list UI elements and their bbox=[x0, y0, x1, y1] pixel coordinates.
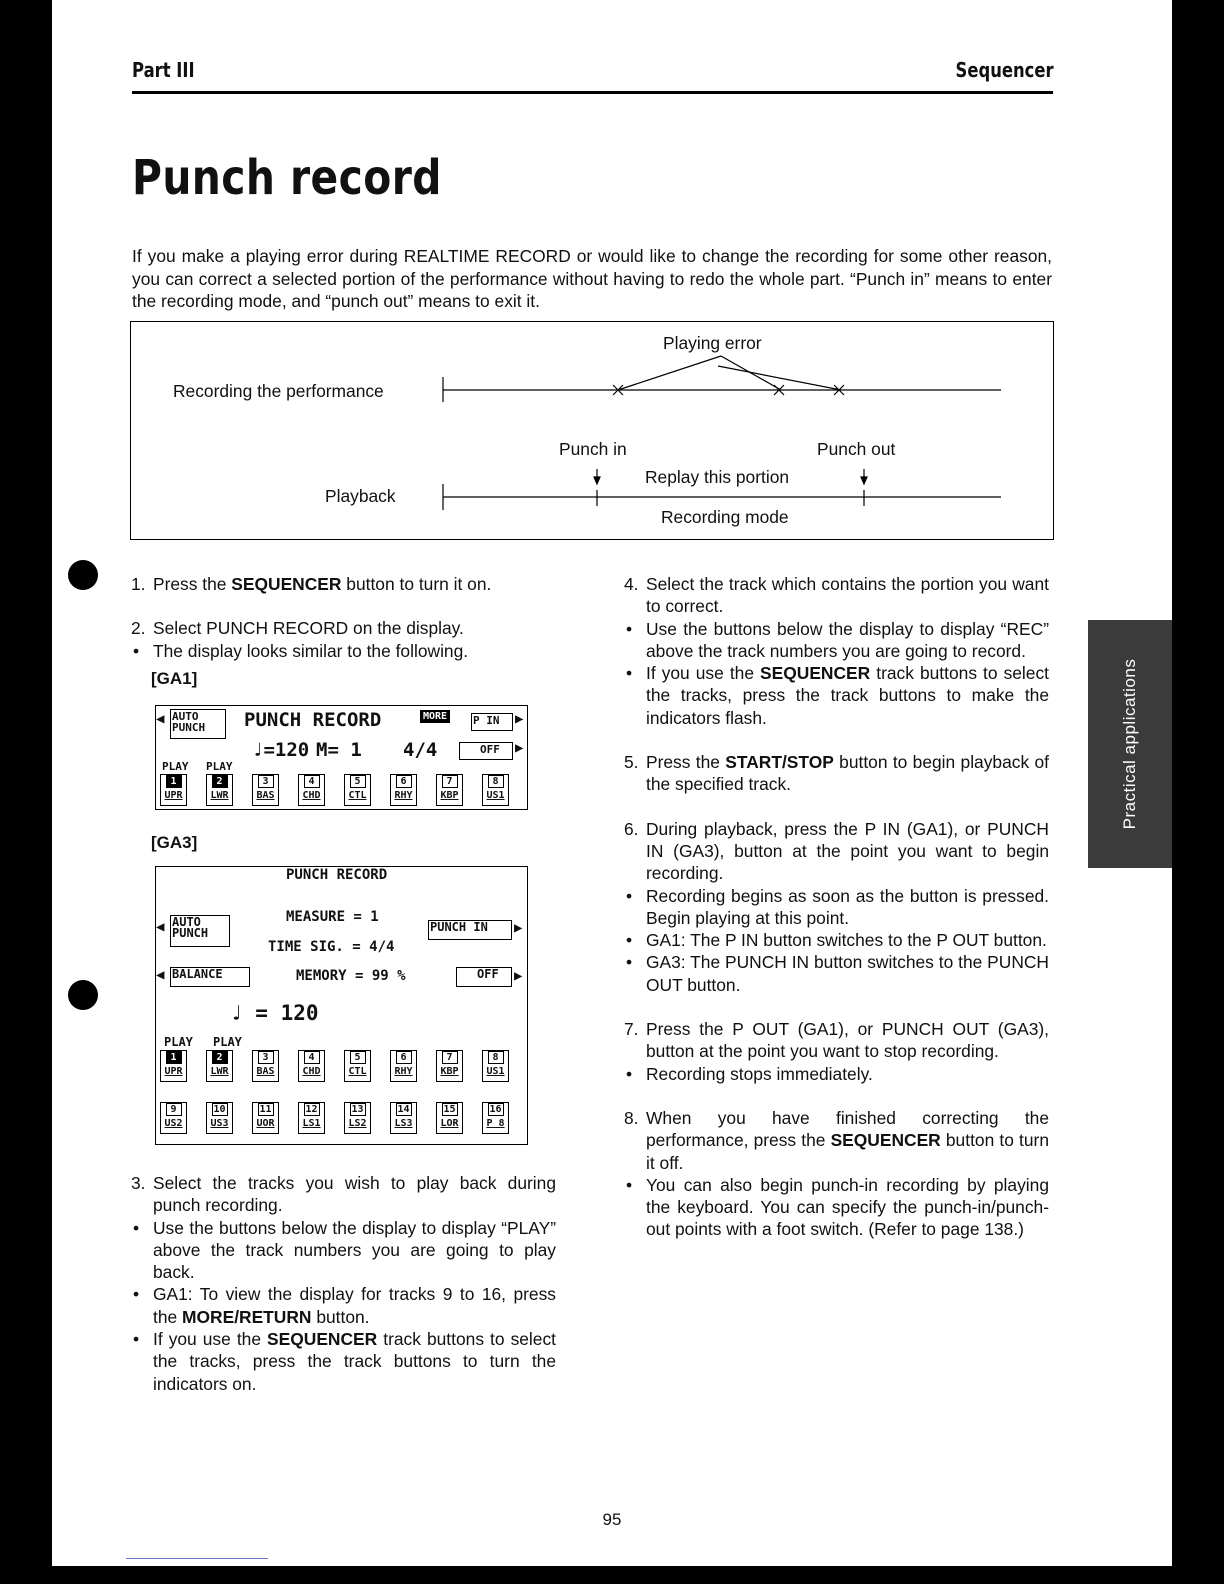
ga1-more-indicator: MORE bbox=[420, 710, 450, 723]
track-button[interactable] bbox=[252, 774, 279, 806]
track-name: UOR bbox=[256, 1118, 275, 1129]
page-title: Punch record bbox=[132, 150, 442, 206]
side-tab bbox=[1088, 620, 1172, 868]
ga3-left-arrow-icon-2: ◀ bbox=[156, 967, 165, 983]
track-number: 1 bbox=[166, 1051, 182, 1064]
ga3-off-button[interactable]: OFF bbox=[456, 967, 512, 987]
track-button[interactable] bbox=[482, 1050, 509, 1082]
ga3-balance-button[interactable]: BALANCE bbox=[170, 967, 250, 987]
step-3: 3. Select the tracks you wish to play back during punch recording. bbox=[131, 1173, 556, 1216]
track-button[interactable] bbox=[298, 774, 325, 806]
ga1-label: [GA1] bbox=[151, 668, 198, 688]
track-name: LWR bbox=[210, 1066, 229, 1077]
step-6-bullet-2: • GA1: The P IN button switches to the P OUT button. bbox=[624, 929, 1049, 951]
header-part: Part III bbox=[132, 58, 195, 82]
track-number: 6 bbox=[396, 1051, 412, 1064]
step-8-bullet-1: • You can also begin punch-in recording by playing the keyboard. You can specify the punch-in/punch-out points with a foot switch. (Refer to page 138.) bbox=[624, 1174, 1049, 1241]
track-number: 8 bbox=[488, 775, 504, 788]
left-column bbox=[131, 573, 556, 690]
ga3-tempo: ♩ = 120 bbox=[230, 1001, 319, 1025]
track-button[interactable] bbox=[482, 1102, 509, 1134]
track-button[interactable] bbox=[298, 1050, 325, 1082]
track-button[interactable] bbox=[390, 1050, 417, 1082]
track-button[interactable] bbox=[344, 1050, 371, 1082]
ga3-punch-in-button[interactable]: PUNCH IN bbox=[428, 920, 512, 940]
ga1-play-1: PLAY bbox=[162, 760, 189, 773]
step-8: 8. When you have finished correcting the performance, press the SEQUENCER button to turn it off. bbox=[624, 1107, 1049, 1173]
step-6-bullet-1: • Recording begins as soon as the button is pressed. Begin playing at this point. bbox=[624, 885, 1049, 930]
label-replay-portion: Replay this portion bbox=[645, 467, 790, 487]
ga1-tempo: ♩=120 bbox=[252, 739, 310, 761]
track-number: 7 bbox=[442, 775, 458, 788]
track-name: KBP bbox=[440, 790, 459, 801]
track-name: UPR bbox=[164, 790, 183, 801]
ga1-timesig: 4/4 bbox=[403, 739, 438, 761]
step-3-bullet-2: • GA1: To view the display for tracks 9 to 16, press the MORE/RETURN button. bbox=[131, 1283, 556, 1328]
track-name: P 8 bbox=[486, 1118, 505, 1129]
page-frame-left bbox=[0, 0, 52, 1584]
label-punch-in: Punch in bbox=[559, 439, 627, 459]
track-button[interactable] bbox=[252, 1102, 279, 1134]
step-4: 4. Select the track which contains the portion you want to correct. bbox=[624, 574, 1049, 617]
punch-diagram bbox=[130, 321, 1054, 540]
track-number: 7 bbox=[442, 1051, 458, 1064]
header-section: Sequencer bbox=[955, 58, 1054, 82]
ga3-memory: MEMORY = 99 % bbox=[296, 968, 406, 984]
track-name: LS2 bbox=[348, 1118, 367, 1129]
track-number: 14 bbox=[397, 1104, 410, 1115]
binder-hole-bottom bbox=[68, 980, 98, 1010]
bottom-link-line bbox=[126, 1558, 268, 1559]
ga1-display bbox=[155, 705, 528, 810]
ga1-title: PUNCH RECORD bbox=[244, 709, 382, 731]
track-button[interactable] bbox=[298, 1102, 325, 1134]
step-6-bullet-3: • GA3: The PUNCH IN button switches to the PUNCH OUT button. bbox=[624, 951, 1049, 996]
track-number: 3 bbox=[258, 1051, 274, 1064]
track-number: 12 bbox=[305, 1104, 318, 1115]
track-name: CTL bbox=[348, 790, 367, 801]
track-name: US1 bbox=[486, 1066, 505, 1077]
ga3-timesig: TIME SIG. = 4/4 bbox=[268, 939, 395, 955]
step-7: 7. Press the P OUT (GA1), or PUNCH OUT (GA3), button at the point you want to stop recording. bbox=[624, 1019, 1049, 1062]
track-name: UPR bbox=[164, 1066, 183, 1077]
step-4-bullet-1: • Use the buttons below the display to display “REC” above the track numbers you are going to record. bbox=[624, 618, 1049, 663]
ga1-right-arrow-icon-2: ▶ bbox=[515, 740, 524, 756]
track-number: 11 bbox=[259, 1104, 272, 1115]
track-button[interactable] bbox=[344, 1102, 371, 1134]
page-frame-right bbox=[1172, 0, 1224, 1584]
ga1-auto-punch-button[interactable]: AUTO PUNCH bbox=[170, 709, 226, 739]
label-recording-performance: Recording the performance bbox=[173, 381, 384, 401]
track-number: 13 bbox=[351, 1104, 364, 1115]
track-name: KBP bbox=[440, 1066, 459, 1077]
page-number: 95 bbox=[602, 1510, 622, 1529]
track-button[interactable] bbox=[252, 1050, 279, 1082]
step-2-bullet: • The display looks similar to the following. bbox=[131, 640, 556, 662]
track-name: LOR bbox=[440, 1118, 459, 1129]
step-6: 6. During playback, press the P IN (GA1), or PUNCH IN (GA3), button at the point you want to begin recording. bbox=[624, 818, 1049, 884]
track-number: 4 bbox=[304, 775, 320, 788]
step-4-bullet-2: • If you use the SEQUENCER track buttons to select the tracks, press the track buttons to make the indicators flash. bbox=[624, 662, 1049, 729]
track-button[interactable] bbox=[390, 774, 417, 806]
header-rule bbox=[132, 91, 1053, 94]
track-button[interactable] bbox=[206, 1102, 233, 1134]
ga3-auto-punch-button[interactable]: AUTO PUNCH bbox=[170, 915, 230, 947]
track-number: 2 bbox=[212, 1051, 228, 1064]
ga3-play-2: PLAY bbox=[213, 1035, 242, 1049]
ga1-play-2: PLAY bbox=[206, 760, 233, 773]
track-button[interactable] bbox=[436, 1050, 463, 1082]
step-7-bullet-1: • Recording stops immediately. bbox=[624, 1063, 1049, 1085]
track-number: 1 bbox=[166, 775, 182, 788]
track-name: US1 bbox=[486, 790, 505, 801]
track-number: 5 bbox=[350, 775, 366, 788]
track-name: LWR bbox=[210, 790, 229, 801]
step-1: 1. Press the SEQUENCER button to turn it on. bbox=[131, 574, 492, 594]
ga3-measure: MEASURE = 1 bbox=[286, 909, 379, 925]
step-3-bullet-1: • Use the buttons below the display to display “PLAY” above the track numbers you are going to play back. bbox=[131, 1217, 556, 1284]
ga1-left-arrow-icon: ◀ bbox=[156, 711, 165, 727]
ga1-right-arrow-icon: ▶ bbox=[515, 711, 524, 727]
ga3-label: [GA3] bbox=[151, 833, 198, 852]
track-button[interactable] bbox=[160, 1050, 187, 1082]
track-name: CHD bbox=[302, 1066, 321, 1077]
track-number: 6 bbox=[396, 775, 412, 788]
track-number: 9 bbox=[166, 1103, 182, 1116]
track-button[interactable] bbox=[482, 774, 509, 806]
ga3-play-1: PLAY bbox=[164, 1035, 193, 1049]
track-name: RHY bbox=[394, 1066, 413, 1077]
track-button[interactable] bbox=[436, 1102, 463, 1134]
ga3-title: PUNCH RECORD bbox=[286, 867, 388, 883]
ga1-measure: M= 1 bbox=[316, 739, 362, 761]
left-column-lower bbox=[131, 1172, 556, 1395]
track-number: 16 bbox=[489, 1104, 502, 1115]
track-name: CHD bbox=[302, 790, 321, 801]
binder-hole-top bbox=[68, 560, 98, 590]
track-number: 3 bbox=[258, 775, 274, 788]
side-tab-label: Practical applications bbox=[1120, 658, 1139, 830]
step-2: 2. Select PUNCH RECORD on the display. bbox=[131, 618, 464, 639]
track-number: 8 bbox=[488, 1051, 504, 1064]
track-number: 5 bbox=[350, 1051, 366, 1064]
track-button[interactable] bbox=[344, 774, 371, 806]
right-column bbox=[624, 573, 1049, 1241]
track-name: BAS bbox=[256, 790, 275, 801]
track-name: LS3 bbox=[394, 1118, 413, 1129]
track-name: LS1 bbox=[302, 1118, 321, 1129]
ga3-right-arrow-icon: ▶ bbox=[514, 920, 523, 936]
step-3-bullet-3: • If you use the SEQUENCER track buttons to select the tracks, press the track buttons to turn the indicators on. bbox=[131, 1328, 556, 1395]
track-button[interactable] bbox=[160, 1102, 187, 1134]
track-number: 10 bbox=[213, 1104, 226, 1115]
label-punch-out: Punch out bbox=[817, 439, 896, 459]
intro-paragraph: If you make a playing error during REALTIME RECORD or would like to change the recording for some other reason, you can correct a selected portion of the performance without having to redo the whole part. “Punch in” means to enter the recording mode, and “punch out” means to exit it. bbox=[132, 246, 1052, 311]
label-recording-mode: Recording mode bbox=[661, 507, 789, 527]
page-frame-bottom bbox=[0, 1566, 1224, 1584]
ga1-off-button[interactable]: OFF bbox=[459, 742, 513, 760]
track-name: RHY bbox=[394, 790, 413, 801]
track-button[interactable] bbox=[390, 1102, 417, 1134]
track-number: 2 bbox=[212, 775, 228, 788]
diagram-lines bbox=[131, 322, 1055, 541]
track-button[interactable] bbox=[206, 774, 233, 806]
track-name: US3 bbox=[210, 1118, 229, 1129]
label-playing-error: Playing error bbox=[663, 333, 762, 353]
ga1-p-in-button[interactable]: P IN bbox=[471, 713, 513, 731]
step-5: 5. Press the START/STOP button to begin playback of the specified track. bbox=[624, 752, 1049, 795]
ga3-display bbox=[155, 866, 528, 1145]
label-playback: Playback bbox=[325, 486, 396, 506]
track-button[interactable] bbox=[436, 774, 463, 806]
track-name: BAS bbox=[256, 1066, 275, 1077]
track-name: US2 bbox=[164, 1118, 183, 1129]
ga3-left-arrow-icon: ◀ bbox=[156, 919, 165, 935]
track-name: CTL bbox=[348, 1066, 367, 1077]
track-button[interactable] bbox=[206, 1050, 233, 1082]
ga3-right-arrow-icon-2: ▶ bbox=[514, 968, 523, 984]
track-number: 15 bbox=[443, 1104, 456, 1115]
track-button[interactable] bbox=[160, 774, 187, 806]
track-number: 4 bbox=[304, 1051, 320, 1064]
